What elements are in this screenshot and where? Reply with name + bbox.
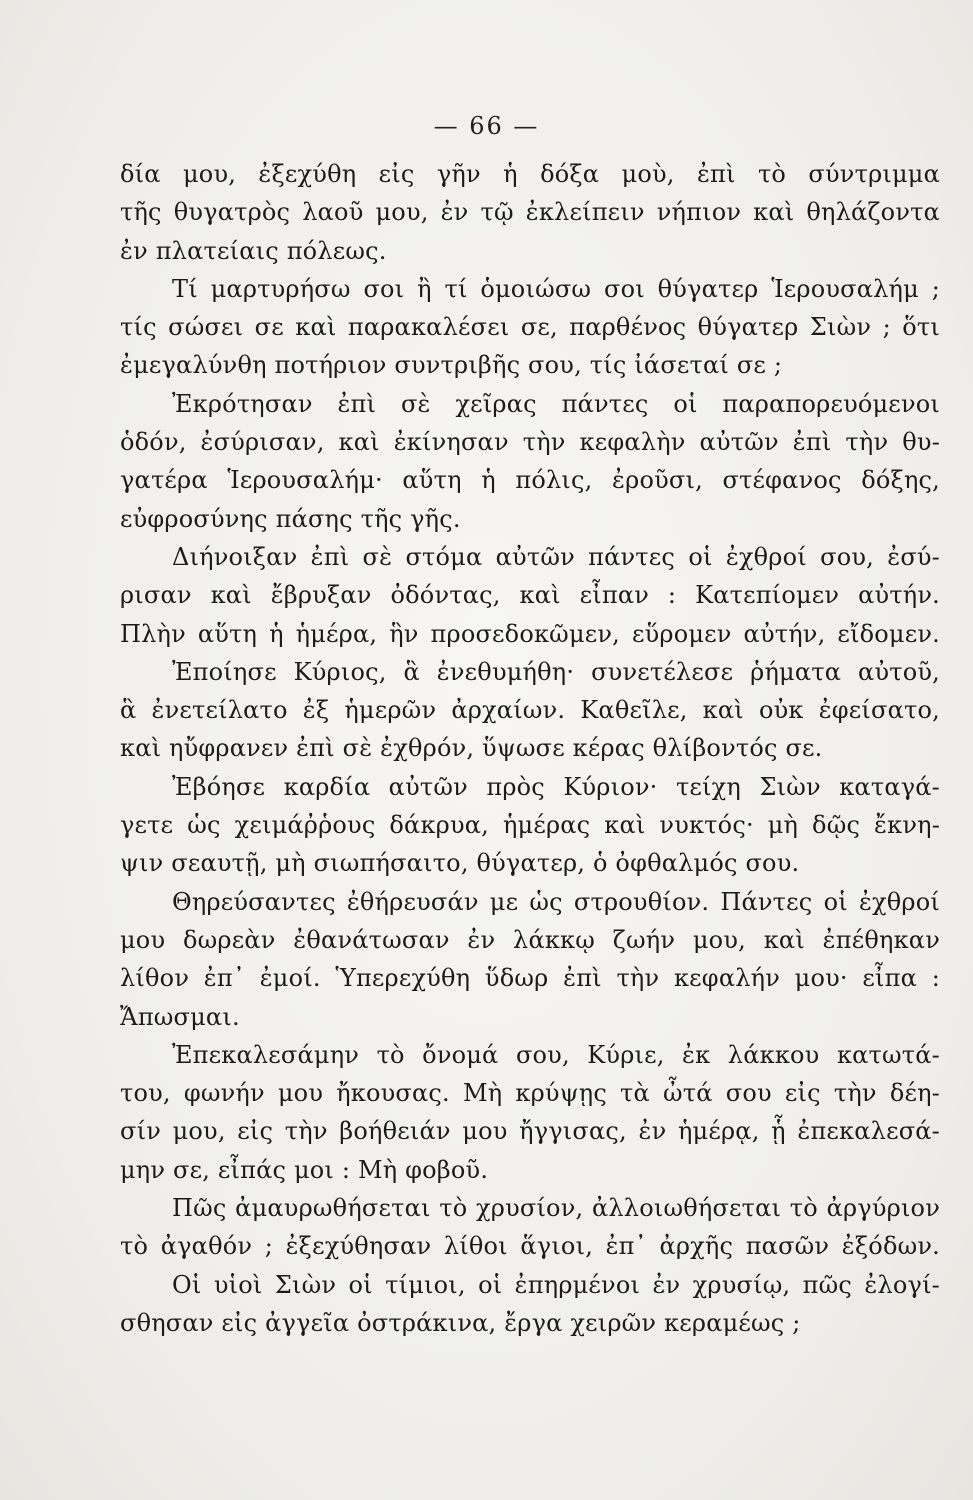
text-line: Ἐβόησε καρδία αὐτῶν πρὸς Κύριον· τείχη Σιὼν καταγά- xyxy=(172,772,940,801)
text-line: μην σε, εἶπάς μοι : Μὴ φοβοῦ. xyxy=(120,1155,489,1184)
text-line: ὁδόν, ἐσύρισαν, καὶ ἐκίνησαν τὴν κεφαλὴν αὐτῶν ἐπὶ τὴν θυ- xyxy=(120,428,940,457)
text-line: ρισαν καὶ ἔβρυξαν ὀδόντας, καὶ εἶπαν : Κατεπίομεν αὐτήν. xyxy=(120,581,940,610)
text-line: Ἐπεκαλεσάμην τὸ ὄνομά σου, Κύριε, ἐκ λάκκου κατωτά- xyxy=(172,1040,940,1069)
text-line: τίς σώσει σε καὶ παρακαλέσει σε, παρθένος θύγατερ Σιὼν ; ὅτι xyxy=(120,313,940,342)
text-line: του, φωνήν μου ἤκουσας. Μὴ κρύψῃς τὰ ὦτά σου εἰς τὴν δέη- xyxy=(120,1079,940,1108)
text-line: Θηρεύσαντες ἐθήρευσάν με ὡς στρουθίον. Πάντες οἱ ἐχθροί xyxy=(172,887,940,916)
body-text xyxy=(120,155,940,1342)
page-number: — 66 — xyxy=(433,112,540,140)
text-line: τῆς θυγατρὸς λαοῦ μου, ἐν τῷ ἐκλείπειν νήπιον καὶ θηλάζοντα xyxy=(120,198,940,227)
text-line: Ἄπωσμαι. xyxy=(120,1002,240,1031)
text-line: Ἐκρότησαν ἐπὶ σὲ χεῖρας πάντες οἱ παραπορευόμενοι xyxy=(172,389,940,418)
text-line: ἐμεγαλύνθη ποτήριον συντριβῆς σου, τίς ἰάσεταί σε ; xyxy=(120,351,783,380)
text-line: Οἱ υἱοὶ Σιὼν οἱ τίμιοι, οἱ ἐπηρμένοι ἐν χρυσίῳ, πῶς ἐλογί- xyxy=(172,1270,940,1299)
text-line: ἃ ἐνετείλατο ἐξ ἡμερῶν ἀρχαίων. Καθεῖλε, καὶ οὐκ ἐφείσατο, xyxy=(120,696,940,725)
text-line: τὸ ἀγαθόν ; ἐξεχύθησαν λίθοι ἅγιοι, ἐπ᾽ ἀρχῆς πασῶν ἐξόδων. xyxy=(120,1232,940,1261)
text-line: καὶ ηὔφρανεν ἐπὶ σὲ ἐχθρόν, ὕψωσε κέρας θλίβοντός σε. xyxy=(120,734,823,763)
text-line: δία μου, ἐξεχύθη εἰς γῆν ἡ δόξα μοὺ, ἐπὶ τὸ σύντριμμα xyxy=(120,160,940,188)
text-line: γατέρα Ἱερουσαλήμ· αὕτη ἡ πόλις, ἐροῦσι, στέφανος δόξης, xyxy=(120,466,940,495)
text-line: εὐφροσύνης πάσης τῆς γῆς. xyxy=(120,504,461,533)
text-line: σθησαν εἰς ἀγγεῖα ὀστράκινα, ἔργα χειρῶν κεραμέως ; xyxy=(120,1308,801,1337)
text-line: Διήνοιξαν ἐπὶ σὲ στόμα αὐτῶν πάντες οἱ ἐχθροί σου, ἐσύ- xyxy=(172,542,940,571)
text-line: Τί μαρτυρήσω σοι ἢ τί ὁμοιώσω σοι θύγατερ Ἱερουσαλήμ ; xyxy=(172,274,940,303)
text-line: λίθον ἐπ᾽ ἐμοί. Ὑπερεχύθη ὕδωρ ἐπὶ τὴν κεφαλήν μου· εἶπα : xyxy=(120,964,940,993)
text-line: γετε ὡς χειμάῤῥους δάκρυα, ἡμέρας καὶ νυκτός· μὴ δῷς ἔκνη- xyxy=(120,811,940,840)
text-line: ψιν σεαυτῇ, μὴ σιωπήσαιτο, θύγατερ, ὁ ὀφθαλμός σου. xyxy=(120,849,800,878)
text-line: σίν μου, εἰς τὴν βοήθειάν μου ἤγγισας, ἐν ἡμέρᾳ, ᾗ ἐπεκαλεσά- xyxy=(120,1117,940,1146)
text-line: Ἐποίησε Κύριος, ἃ ἐνεθυμήθη· συνετέλεσε ῥήματα αὐτοῦ, xyxy=(172,657,940,686)
text-line: ἐν πλατείαις πόλεως. xyxy=(120,236,387,265)
text-line: Πῶς ἀμαυρωθήσεται τὸ χρυσίον, ἀλλοιωθήσεται τὸ ἀργύριον xyxy=(172,1194,940,1223)
text-line: Πλὴν αὕτη ἡ ἡμέρα, ἣν προσεδοκῶμεν, εὕρομεν αὐτήν, εἴδομεν. xyxy=(120,619,940,648)
text-line: μου δωρεὰν ἐθανάτωσαν ἐν λάκκῳ ζωήν μου, καὶ ἐπέθηκαν xyxy=(120,925,940,954)
